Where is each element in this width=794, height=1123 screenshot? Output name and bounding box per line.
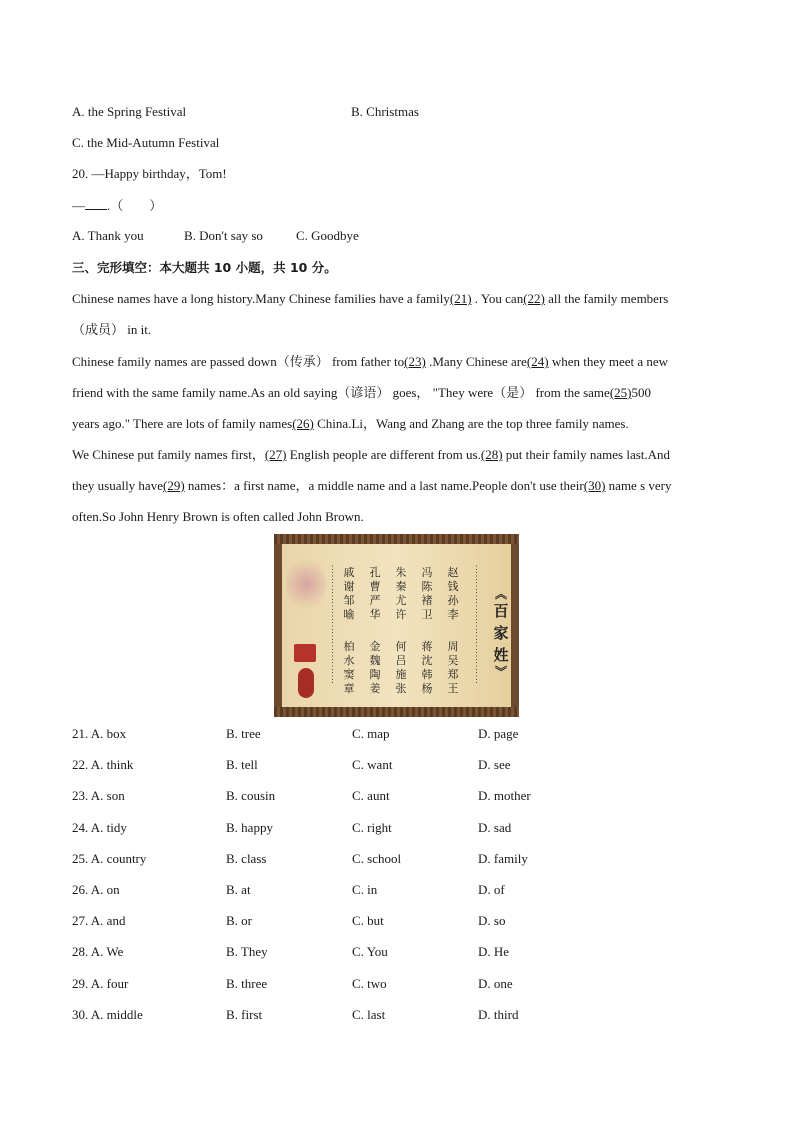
surname-char: 严: [369, 594, 381, 607]
blank-21: (21): [449, 291, 472, 306]
title-char: 百: [493, 602, 509, 620]
surname-char: 金: [369, 640, 381, 653]
red-seal-stamp: [294, 644, 316, 662]
blank-23: (23): [404, 354, 426, 369]
option-b: B. or: [226, 913, 252, 929]
option-row: [72, 913, 506, 929]
surname-char: 何: [395, 640, 407, 653]
scroll-title: ︽ 百 家 姓 ︾: [487, 588, 515, 682]
surname-char: 王: [447, 682, 459, 695]
q19-option-row-2: [72, 135, 219, 151]
option-b: B. class: [226, 850, 267, 866]
option-a: 29. A. four: [72, 975, 129, 991]
surname-char: 章: [343, 682, 355, 695]
scroll-paper: [282, 544, 511, 707]
dotted-divider: ⋮ ⋮ ⋮ ⋮ ⋮ ⋮ ⋮ ⋮ ⋮ ⋮ ⋮ ⋮: [472, 564, 481, 684]
surname-char: 华: [369, 608, 381, 621]
passage-text: when they meet a new: [548, 354, 669, 369]
q20-reply: [72, 197, 162, 214]
surname-char: 水: [343, 654, 355, 667]
scroll-roller-bottom: [274, 707, 519, 717]
q20-option-a: A. Thank you: [72, 228, 144, 243]
surname-char: 魏: [369, 654, 381, 667]
option-d: D. one: [478, 975, 513, 991]
option-b: B. tell: [226, 757, 258, 773]
option-a: 25. A. country: [72, 850, 147, 866]
title-char: 姓: [493, 646, 509, 664]
passage-line-3: [72, 354, 668, 370]
option-row: [72, 788, 531, 804]
blank-29: (29): [162, 478, 185, 493]
surname-char: 孔: [369, 566, 381, 579]
title-char: 家: [493, 624, 509, 642]
surname-char: 沈: [421, 654, 433, 667]
passage-text: all the family members: [544, 291, 669, 306]
q20-reply-suffix: .（ ）: [107, 198, 163, 213]
surname-char: 蒋: [421, 640, 433, 653]
q20-reply-prefix: —: [72, 198, 85, 213]
surname-char: 韩: [421, 668, 433, 681]
option-c: C. but: [352, 913, 384, 929]
surname-char: 钱: [447, 580, 459, 593]
q20-option-c: C. Goodbye: [296, 228, 359, 243]
option-d: D. page: [478, 726, 519, 741]
surname-char: 曹: [369, 580, 381, 593]
passage-line-8: often.So John Henry Brown is often called John Brown.: [72, 509, 364, 524]
passage-line-2: （成员） in it.: [72, 322, 152, 337]
passage-text: put their family names last.And: [502, 447, 671, 462]
q19-option-c: C. the Mid-Autumn Festival: [72, 135, 220, 150]
option-row: [72, 757, 511, 773]
option-c: C. You: [352, 944, 388, 960]
q20-prompt: 20. —Happy birthday，Tom!: [72, 166, 227, 181]
surname-char: 吕: [395, 654, 407, 667]
passage-line-1: [72, 291, 668, 307]
option-a: 21. A. box: [72, 726, 127, 741]
surname-char: 尤: [395, 594, 407, 607]
surname-char: 柏: [343, 640, 355, 653]
q19-option-b: B. Christmas: [351, 104, 419, 119]
option-c: C. right: [352, 819, 392, 835]
option-row: [72, 944, 510, 960]
option-b: B. They: [226, 944, 268, 960]
option-c: C. in: [352, 882, 378, 897]
passage-text: years ago." There are lots of family names: [72, 416, 293, 431]
option-a: 30. A. middle: [72, 1006, 143, 1022]
blank-24: (24): [526, 354, 549, 369]
surname-char: 朱: [395, 566, 407, 579]
surname-char: 褚: [421, 594, 433, 607]
blank-22: (22): [523, 291, 545, 306]
surname-char: 喻: [343, 608, 355, 621]
option-c: C. aunt: [352, 788, 390, 804]
option-b: B. first: [226, 1006, 263, 1022]
option-row: [72, 1006, 519, 1023]
passage-text: Chinese family names are passed down（传承） from father to: [72, 354, 405, 369]
blank-27: (27): [264, 447, 287, 462]
passage-text: 500: [631, 385, 651, 400]
option-d: D. so: [478, 913, 506, 929]
surname-char: 冯: [421, 566, 433, 579]
q19-option-row-1: [72, 104, 419, 120]
surname-char: 卫: [421, 608, 433, 621]
surname-char: 吴: [447, 654, 459, 667]
passage-text: China.Li，Wang and Zhang are the top three family names.: [313, 416, 629, 431]
surname-char: 张: [395, 682, 407, 695]
option-a: 28. A. We: [72, 944, 124, 960]
passage-text: friend with the same family name.As an old saying（谚语） goes， "They were（是） from the same: [72, 385, 610, 400]
passage-text: names：a first name，a middle name and a last name.People don't use their: [184, 478, 584, 493]
option-c: C. map: [352, 726, 390, 741]
surnames-scroll-image: [274, 534, 519, 717]
plum-blossom-decoration: [286, 554, 326, 614]
option-b: B. three: [226, 975, 268, 991]
surname-char: 郑: [447, 668, 459, 681]
surname-char: 戚: [343, 566, 355, 579]
option-c: C. want: [352, 757, 393, 773]
surname-char: 孙: [447, 594, 459, 607]
passage-line-4: [72, 385, 651, 401]
q19-option-a: A. the Spring Festival: [72, 104, 187, 119]
option-b: B. at: [226, 882, 251, 897]
option-d: D. see: [478, 757, 511, 773]
blank-26: (26): [292, 416, 314, 431]
surname-char: 杨: [421, 682, 433, 695]
passage-text: We Chinese put family names first，: [72, 447, 265, 462]
surname-char: 秦: [395, 580, 407, 593]
surname-char: 陶: [369, 668, 381, 681]
surname-char: 施: [395, 668, 407, 681]
section-heading: 三、完形填空：本大题共 10 小题，共 10 分。: [72, 260, 337, 275]
option-row: [72, 975, 513, 992]
option-d: D. family: [478, 850, 528, 866]
passage-text: . You can: [471, 291, 524, 306]
dotted-divider: ⋮ ⋮ ⋮ ⋮ ⋮ ⋮ ⋮ ⋮ ⋮ ⋮ ⋮ ⋮: [328, 564, 337, 684]
passage-text: English people are different from us.: [286, 447, 481, 462]
option-c: C. two: [352, 975, 387, 991]
option-d: D. He: [478, 944, 510, 960]
surname-char: 周: [447, 640, 459, 653]
passage-line-6: [72, 447, 670, 463]
blank-28: (28): [480, 447, 503, 462]
option-a: 22. A. think: [72, 757, 134, 773]
option-b: B. tree: [226, 726, 261, 741]
passage-text: name s very: [605, 478, 672, 493]
option-a: 24. A. tidy: [72, 819, 127, 835]
option-b: B. happy: [226, 819, 273, 835]
option-a: 26. A. on: [72, 882, 120, 897]
passage-line-7: [72, 478, 671, 494]
option-a: 23. A. son: [72, 788, 125, 804]
option-c: C. last: [352, 1006, 386, 1022]
option-a: 27. A. and: [72, 913, 126, 929]
red-oval-seal: [298, 668, 314, 698]
q20-blank[interactable]: [85, 197, 107, 210]
surname-char: 窦: [343, 668, 355, 681]
option-d: D. mother: [478, 788, 531, 804]
passage-text: .Many Chinese are: [425, 354, 527, 369]
option-row: [72, 726, 519, 742]
surname-char: 赵: [447, 566, 459, 579]
surname-char: 邹: [343, 594, 355, 607]
q20-option-b: B. Don't say so: [184, 228, 263, 243]
q20-options: [72, 228, 359, 244]
option-d: D. of: [478, 882, 505, 897]
option-b: B. cousin: [226, 788, 276, 804]
option-row: [72, 850, 528, 867]
passage-line-5: [72, 416, 629, 432]
surname-char: 陈: [421, 580, 433, 593]
option-c: C. school: [352, 850, 402, 866]
passage-text: they usually have: [72, 478, 163, 493]
surname-char: 李: [447, 608, 459, 621]
option-d: D. sad: [478, 819, 512, 835]
passage-text: Chinese names have a long history.Many Chinese families have a family: [72, 291, 450, 306]
blank-25: (25): [609, 385, 632, 400]
surname-char: 许: [395, 608, 407, 621]
surname-char: 谢: [343, 580, 355, 593]
option-d: D. third: [478, 1006, 519, 1022]
surname-char: 姜: [369, 682, 381, 695]
option-row: [72, 882, 505, 898]
blank-30: (30): [583, 478, 606, 493]
option-row: [72, 819, 512, 836]
scroll-roller-top: [274, 534, 519, 544]
